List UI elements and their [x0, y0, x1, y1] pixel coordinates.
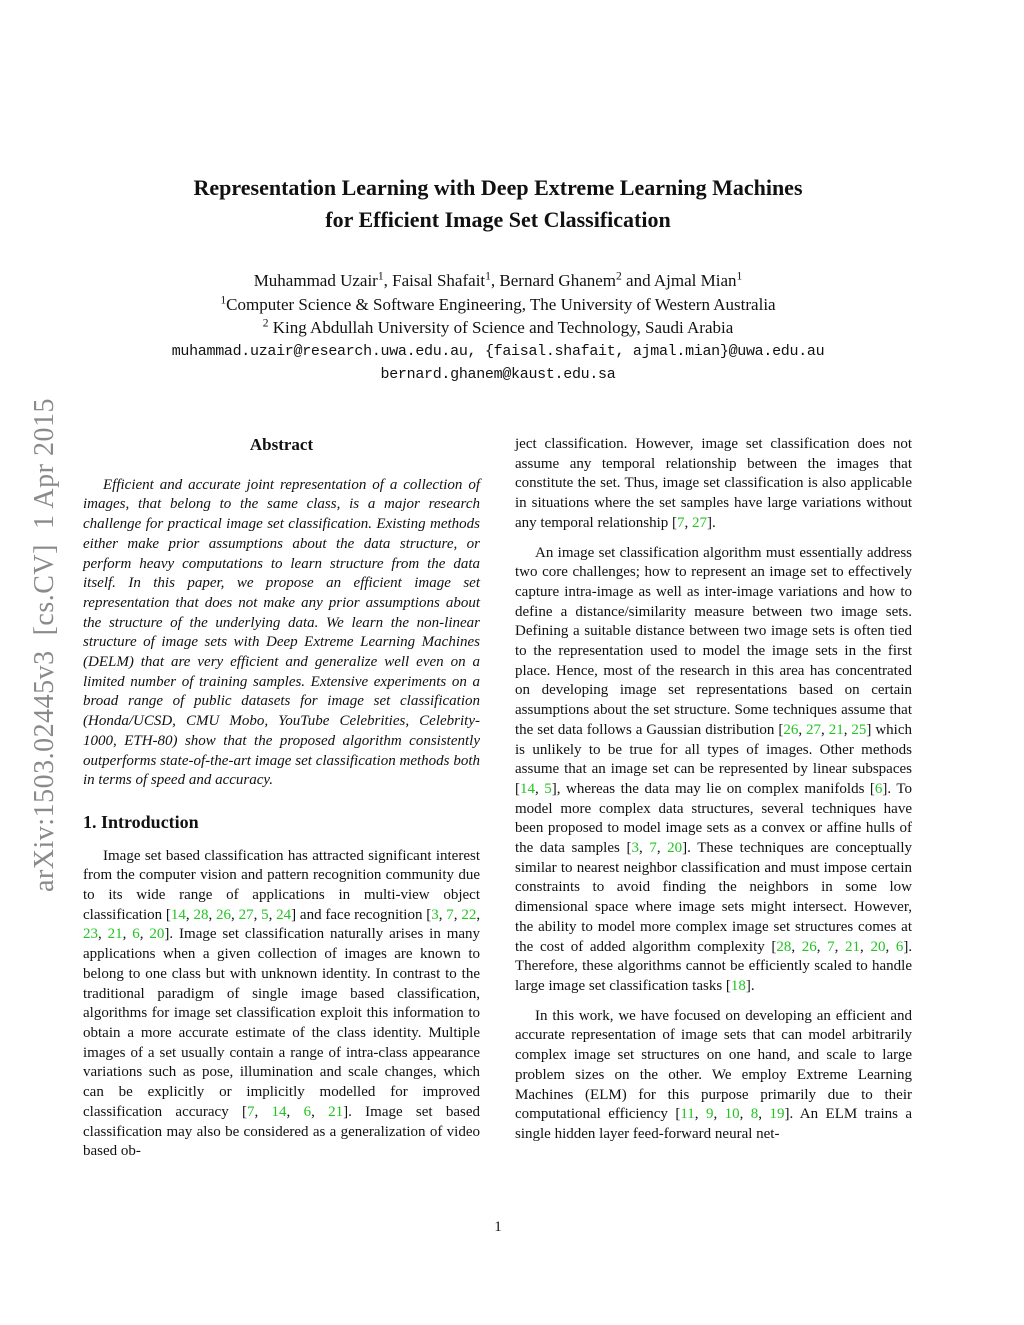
citation-link[interactable]: 24 — [276, 906, 292, 923]
text-run: ], whereas the data may lie on complex manifolds [ — [551, 780, 875, 797]
citation-link[interactable]: 28 — [193, 906, 209, 923]
citation-link[interactable]: 5 — [261, 906, 269, 923]
text-run: , — [739, 1106, 751, 1123]
superscript: 1 — [377, 269, 384, 283]
text-run: , Bernard Ghanem — [490, 271, 617, 290]
page-number: 1 — [494, 1219, 502, 1235]
citation-link[interactable]: 28 — [776, 938, 792, 955]
text-run: ] and face recognition [ — [291, 906, 432, 923]
text-run: In this work, we have focused on developing an efficient and accurate representation of image sets that can model arbitrarily complex image set structures on one hand, and scale to large problem sizes on the other. We employ Extreme Learning Machines (ELM) for this purpose primarily due to their computational efficiency [ — [515, 1007, 912, 1123]
text-run: , — [208, 906, 217, 923]
citation-link[interactable]: 5 — [544, 780, 552, 797]
text-run: ]. Therefore, these algorithms cannot be efficiently scaled to handle large image set classification tasks [ — [515, 938, 913, 994]
citation-link[interactable]: 26 — [216, 906, 232, 923]
citation-link[interactable]: 20 — [870, 938, 886, 955]
text-run: , — [98, 926, 108, 943]
citation-link[interactable]: 14 — [170, 906, 186, 923]
text-run: , — [286, 1103, 304, 1120]
paper-title-line1: Representation Learning with Deep Extreme Learning Machines — [193, 175, 803, 200]
text-run: ject classification. However, image set classification does not assume any temporal relationship between the images that constitute the set. Thus, image set classification is also applicable in situations where the set samples have large variations without any temporal relationship [ — [515, 436, 912, 531]
text-run: , — [843, 721, 852, 738]
citation-link[interactable]: 14 — [520, 780, 535, 797]
superscript: 1 — [220, 292, 227, 306]
text-run: , — [834, 938, 846, 955]
paper-title — [83, 172, 913, 236]
citation-link[interactable]: 7 — [247, 1103, 255, 1120]
text-run: ]. Image set based classification may also be considered as a generalization of video based ob- — [83, 1103, 481, 1160]
citation-link[interactable]: 20 — [667, 840, 683, 857]
text-run: , — [268, 906, 277, 923]
text-run: ]. Image set classification naturally arises in many applications when a given collection of images are known to belong to one class but with unknown identity. In contrast to the traditional paradigm of single image based classification, algorithms for image set classification exploit this information to obtain a more accurate estimate of the class identity. Multiple images of a set usually contain a range of intra-class appearance variations such as pose, illumination and scale changes, which can be explicitly or implicitly modelled for improved classification accuracy [ — [83, 926, 481, 1120]
text-run: King Abdullah University of Science and Technology, Saudi Arabia — [268, 318, 734, 337]
intro-paragraph — [83, 847, 480, 1162]
text-run: Computer Science & Software Engineering, The University of Western Australia — [226, 294, 776, 314]
citation-link[interactable]: 6 — [874, 780, 883, 797]
text-run: , — [694, 1106, 706, 1123]
text-run: , — [713, 1106, 725, 1123]
text-run: , — [231, 906, 239, 923]
text-run: An image set classification algorithm must essentially address two core challenges; how to represent an image set to effectively capture intra-image as well as inter-image variations and how to define a distance/similarity measure between two image sets. Defining a suitable distance between two image sets is often tied to the representation used to model the image sets in the first place. Hence, most of the research in this area has concentrated on developing image set representations based on certain assumptions about the set structure. Some techniques assume that the set data follows a Gaussian distribution [ — [515, 544, 912, 738]
citation-link[interactable]: 21 — [328, 1103, 344, 1120]
citation-link[interactable]: 6 — [895, 938, 904, 955]
citation-link[interactable]: 7 — [649, 840, 657, 857]
text-run: ] which is unlikely to be true for all types of images. Other methods assume that an image set can be represented by linear subspaces [ — [515, 721, 912, 797]
citation-link[interactable]: 6 — [132, 926, 140, 943]
citation-link[interactable]: 27 — [692, 514, 708, 531]
text-run: , — [438, 906, 447, 923]
citation-link[interactable]: 7 — [677, 514, 685, 531]
citation-link[interactable]: 21 — [828, 721, 844, 738]
citation-link[interactable]: 7 — [827, 938, 835, 955]
section-heading-introduction: 1. Introduction — [83, 811, 199, 832]
citation-link[interactable]: 14 — [271, 1103, 287, 1120]
citation-link[interactable]: 25 — [851, 721, 867, 738]
text-run: , — [656, 840, 668, 857]
citation-link[interactable]: 19 — [769, 1106, 785, 1123]
text-run: , — [139, 926, 150, 943]
body-paragraph — [515, 1007, 912, 1145]
text-run: ]. — [707, 514, 716, 531]
text-run: , — [885, 938, 896, 955]
superscript: 1 — [485, 269, 491, 283]
citation-link[interactable]: 20 — [149, 926, 165, 943]
arxiv-watermark: arXiv:1503.02445v3 [cs.CV] 1 Apr 2015 — [29, 398, 60, 892]
text-run: , — [253, 906, 262, 923]
abstract-paragraph: Efficient and accurate joint representation of a collection of images, that belong to the same class, is a major research challenge for practical image set classification. Existing methods either make prior assumptions about the data structure, or perform heavy computations to learn structure from the data itself. In this paper, we propose an efficient image set representation that does not make any prior assumptions about the structure of the underlying data. We learn the non-linear structure of image sets with Deep Extreme Learning Machines (DELM) that are very efficient and generalize well even on a limited number of training samples. Extensive experiments on a broad range of public datasets for image set classification (Honda/UCSD, CMU Mobo, YouTube Celebrities, Celebrity-1000, ETH-80) show that the proposed algorithm consistently outperforms state-of-the-art image set classification methods both in terms of speed and accuracy. — [83, 476, 480, 789]
text-run: , — [254, 1103, 272, 1120]
text-run: Image set based classification has attracted significant interest from the computer vision and pattern recognition community due to its wide range of applications in multi-view object classification [ — [83, 847, 480, 923]
superscript: 1 — [736, 269, 743, 283]
body-paragraph — [515, 544, 912, 997]
right-column — [515, 435, 912, 1162]
citation-link[interactable]: 21 — [107, 926, 123, 943]
citation-link[interactable]: 8 — [750, 1106, 759, 1123]
body-paragraph — [515, 435, 912, 534]
text-run: Muhammad Uzair — [253, 271, 378, 290]
citation-link[interactable]: 22 — [461, 906, 477, 923]
text-run: , — [122, 926, 133, 943]
text-run: ]. — [745, 977, 755, 994]
text-run: , — [535, 780, 545, 797]
citation-link[interactable]: 3 — [631, 840, 639, 857]
citation-link[interactable]: 27 — [806, 721, 822, 738]
abstract-heading: Abstract — [249, 435, 314, 454]
citation-link[interactable]: 27 — [238, 906, 254, 923]
citation-link[interactable]: 26 — [801, 938, 817, 955]
email-line-2: bernard.ghanem@kaust.edu.sa — [380, 365, 616, 383]
text-run: ]. To model more complex data structures, several techniques have been proposed to model image sets as a convex or affine hulls of the data samples [ — [515, 780, 912, 857]
two-column-body — [83, 435, 913, 1162]
text-run: and Ajmal Mian — [621, 271, 737, 290]
text-run: , — [185, 906, 194, 923]
citation-link[interactable]: 21 — [845, 938, 861, 955]
text-run: ]. An ELM trains a single hidden layer feed-forward neural net- — [515, 1106, 913, 1142]
text-run: , — [821, 721, 829, 738]
text-run: , — [791, 938, 802, 955]
text-run: , — [798, 721, 807, 738]
email-line-1: muhammad.uzair@research.uwa.edu.au, {faisal.shafait, ajmal.mian}@uwa.edu.au — [171, 342, 825, 360]
affiliation-line-1 — [83, 293, 913, 317]
text-run: , — [816, 938, 828, 955]
citation-link[interactable]: 11 — [680, 1106, 695, 1123]
left-column — [83, 435, 480, 1162]
citation-link[interactable]: 23 — [83, 926, 98, 943]
authors-block — [83, 269, 913, 386]
citation-link[interactable]: 9 — [705, 1106, 714, 1123]
text-run: ]. These techniques are conceptually similar to nearest neighbor classification and must impose certain constraints to avoid finding the neighbors in some low dimensional space where image sets might intersect. However, the ability to model more complex image set structures comes at the cost of added algorithm complexity [ — [515, 840, 912, 955]
citation-link[interactable]: 7 — [446, 906, 454, 923]
text-run: , Faisal Shafait — [383, 271, 486, 290]
text-run: , — [476, 906, 481, 923]
superscript: 2 — [616, 269, 622, 283]
citation-link[interactable]: 3 — [431, 906, 439, 923]
text-run: , — [311, 1103, 329, 1120]
text-run: , — [638, 840, 650, 857]
citation-link[interactable]: 18 — [730, 977, 746, 994]
text-run: , — [758, 1106, 770, 1123]
author-line — [83, 269, 913, 293]
affiliation-line-2 — [83, 316, 913, 340]
text-run: , — [860, 938, 871, 955]
citation-link[interactable]: 26 — [783, 721, 799, 738]
citation-link[interactable]: 10 — [724, 1106, 740, 1123]
citation-link[interactable]: 6 — [303, 1103, 312, 1120]
superscript: 2 — [262, 316, 269, 330]
paper-title-line2: for Efficient Image Set Classification — [325, 207, 671, 232]
text-run: , — [684, 514, 693, 531]
text-run: , — [453, 906, 462, 923]
